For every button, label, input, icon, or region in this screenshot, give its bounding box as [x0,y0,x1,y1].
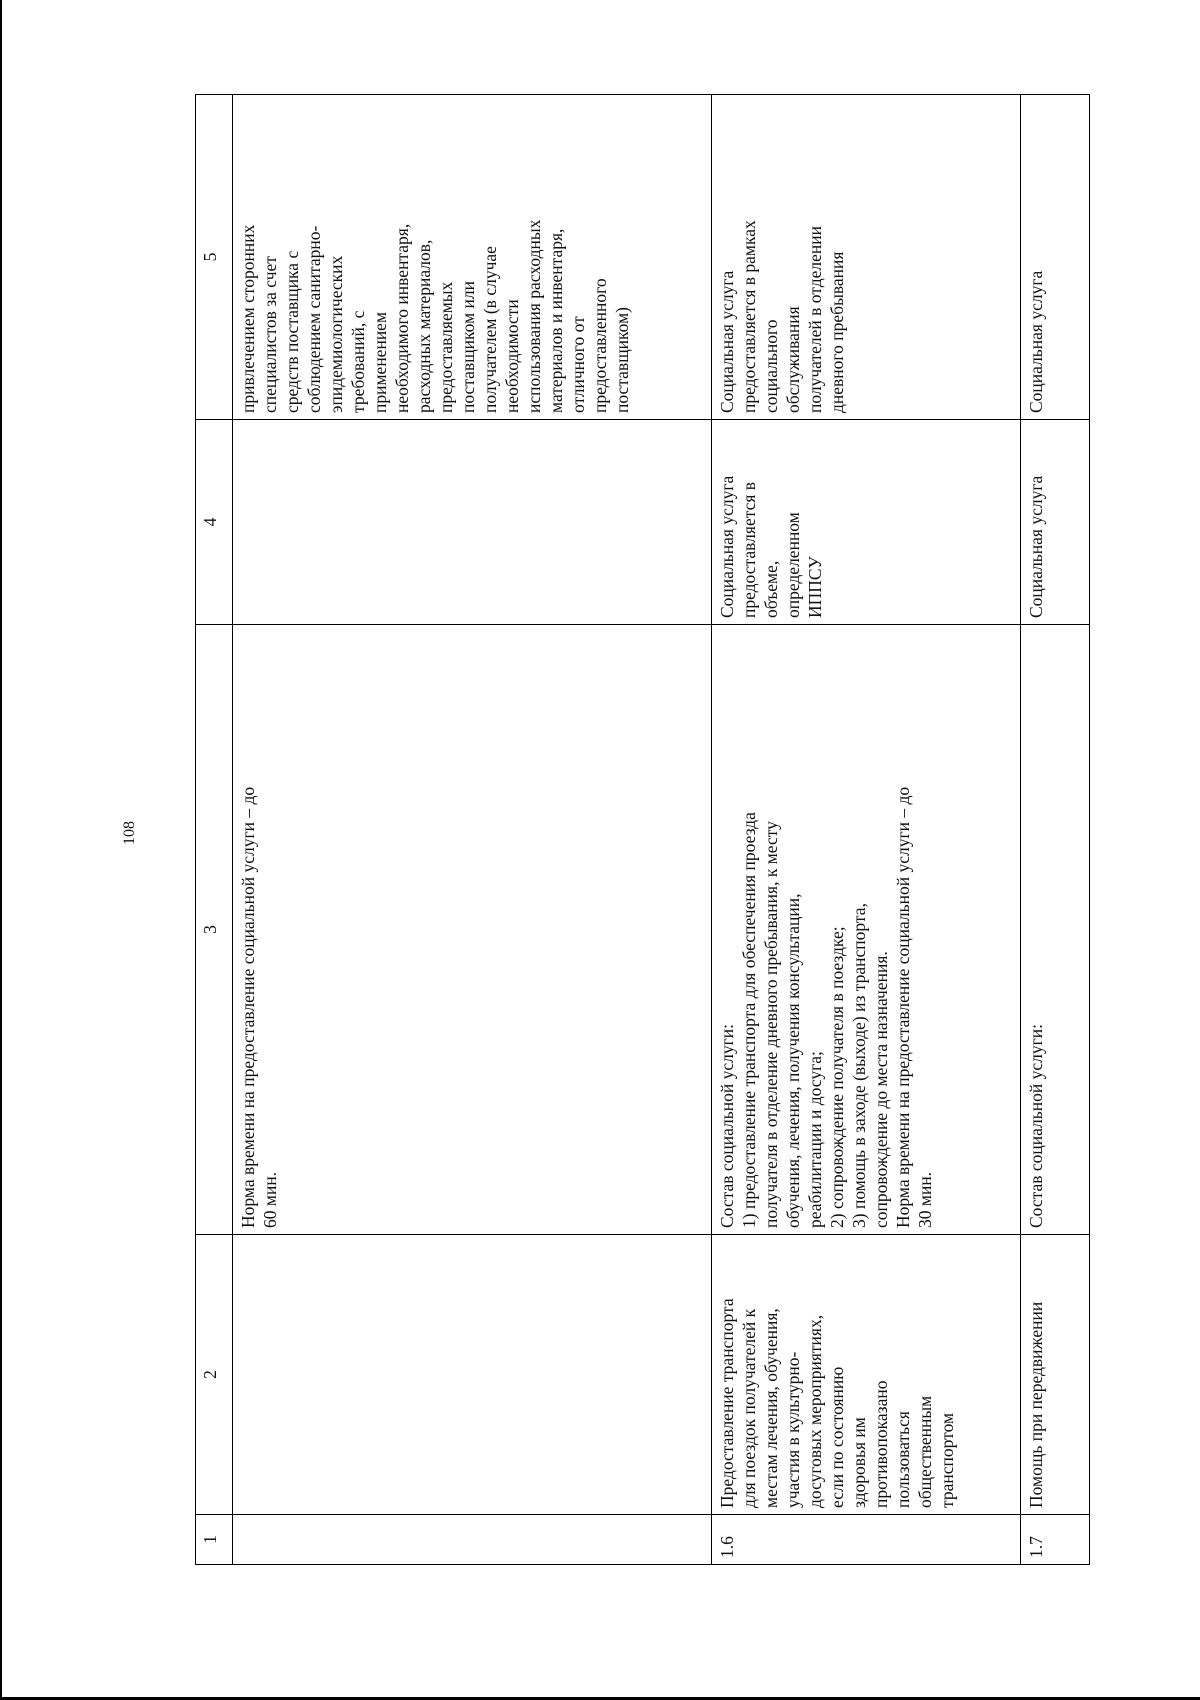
cell-text-line: использования расходных [524,219,544,413]
cell-text-line: 1) предоставление транспорта для обеспечения проезда [739,812,759,1228]
cell-text-line: социального [761,319,781,413]
cell-text-line: Социальная услуга [717,270,737,413]
cell-text-line: сопровождение до места назначения. [871,951,891,1228]
page-number: 108 [121,821,138,845]
cell-conditions [1021,95,1090,420]
cell-volume [233,420,712,625]
services-table [195,94,1090,1565]
cell-text-line: Социальная услуга [1026,475,1046,618]
cell-text-line: досуговых мероприятиях, [805,1314,825,1508]
cell-text-line: Норма времени на предоставление социальной услуги – до [238,786,258,1228]
cell-volume [1021,420,1090,625]
table-row-1-6 [712,95,1021,1565]
cell-text-line: общественным [915,1395,935,1508]
cell-text-line: получателя в отделение дневного пребывания, к месту [761,821,781,1228]
cell-description [233,625,712,1235]
cell-text-line: Социальная услуга [717,475,737,618]
cell-text-line: привлечением сторонних [238,224,258,413]
cell-text-line: противопоказано [871,1380,891,1508]
cell-text-line: получателем (в случае [480,246,500,413]
header-col-1: 1 [196,1515,233,1565]
cell-num: 1.6 [712,1515,1021,1565]
cell-text-line: Помощь при передвижении [1026,1301,1046,1508]
cell-conditions [233,95,712,420]
cell-text-line: соблюдением санитарно- [304,225,324,413]
cell-text-line: обслуживания [783,306,803,413]
page-edge-left [0,0,2,1700]
cell-text-line: для поездок получателей к [739,1308,759,1508]
cell-text-line: 60 мин. [260,1171,280,1228]
cell-text-line: предоставляется в рамках [739,220,759,413]
header-col-2: 2 [196,1235,233,1515]
cell-text-line: Состав социальной услуги: [1026,1023,1046,1228]
cell-num: 1.7 [1021,1515,1090,1565]
cell-text-line: здоровья им [849,1417,869,1508]
cell-text-line: требований, с [348,310,368,413]
cell-text-line: необходимости [502,299,522,413]
cell-text-line: 2) сопровождение получателя в поездке; [827,926,847,1228]
cell-description [712,625,1021,1235]
table-row-1-7 [1021,95,1090,1565]
cell-text-line: отличного от [568,316,588,413]
cell-text-line: предоставленного [590,278,610,413]
cell-text-line: Норма времени на предоставление социальной услуги – до [893,786,913,1228]
header-col-3: 3 [196,625,233,1235]
cell-text-line: дневного пребывания [827,251,847,413]
cell-text-line: Состав социальной услуги: [717,1023,737,1228]
header-col-4: 4 [196,420,233,625]
cell-text-line: материалов и инвентаря, [546,228,566,413]
cell-text-line: если по состоянию [827,1366,847,1508]
cell-service [712,1235,1021,1515]
cell-text-line: Социальная услуга [1026,270,1046,413]
cell-text-line: предоставляемых [436,281,456,413]
cell-volume [712,420,1021,625]
cell-text-line: предоставляется в [739,481,759,618]
cell-text-line: 30 мин. [915,1171,935,1228]
cell-text-line: реабилитации и досуга; [805,1051,825,1228]
cell-service [233,1235,712,1515]
cell-text-line: средств поставщика с [282,250,302,413]
cell-text-line: эпидемиологических [326,255,346,413]
cell-text-line: местам лечения, обучения, [761,1308,781,1508]
header-col-5: 5 [196,95,233,420]
cell-text-line: поставщиком или [458,281,478,413]
cell-text-line: ИППСУ [805,556,825,618]
cell-text-line: получателей в отделении [805,226,825,413]
rotated-table-sheet [195,95,1095,1565]
cell-description [1021,625,1090,1235]
cell-text-line: применением [370,311,390,413]
cell-text-line: поставщиком) [612,307,632,413]
cell-num [233,1515,712,1565]
cell-text-line: расходных материалов, [414,239,434,413]
cell-text-line: необходимого инвентаря, [392,223,412,413]
cell-text-line: Предоставление транспорта [717,1298,737,1508]
cell-text-line: транспортом [937,1412,957,1508]
cell-text-line: объеме, [761,560,781,618]
cell-text-line: 3) помощь в заходе (выходе) из транспорта, [849,903,869,1228]
cell-text-line: участия в культурно- [783,1351,803,1508]
cell-text-line: определенном [783,512,803,618]
cell-text-line: пользоваться [893,1411,913,1508]
table-header-row [196,95,233,1565]
cell-text-line: обучения, лечения, получения консультации, [783,893,803,1228]
cell-text-line: специалистов за счет [260,256,280,413]
table-row-continuation [233,95,712,1565]
cell-conditions [712,95,1021,420]
cell-service [1021,1235,1090,1515]
